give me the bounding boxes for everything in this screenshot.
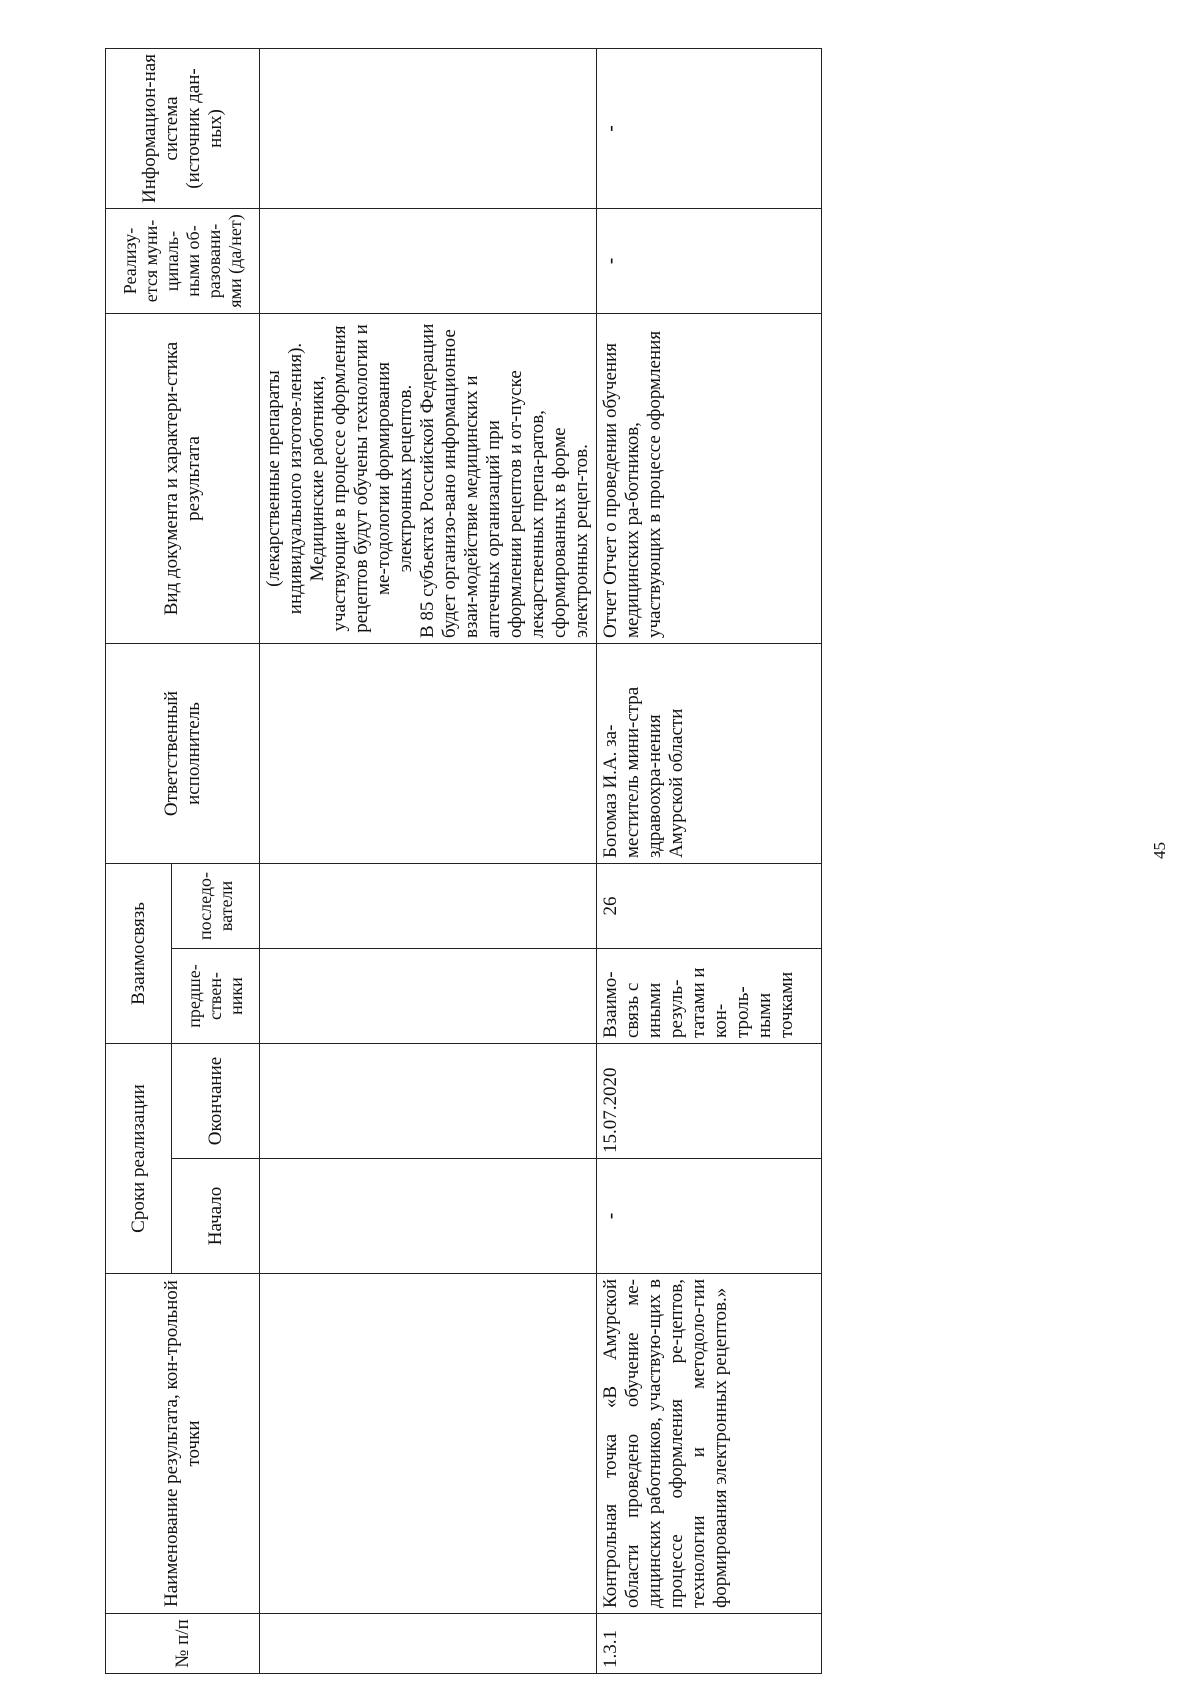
row-system: - [597, 49, 822, 209]
header-end: Окончание [172, 1044, 260, 1159]
row-predecessors: Взаимо-связь с иными резуль-татами и кон-троль-ными точками [597, 949, 822, 1044]
page-number: 45 [1150, 842, 1169, 859]
table-row [597, 49, 822, 1674]
header-followers: последо-ватели [172, 864, 260, 949]
header-links: Взаимосвязь [106, 864, 172, 1044]
continuation-row [260, 49, 597, 1674]
continuation-doc-line: В 85 субъектах Российской Федерации будет организо-вано информационное взаи-модействие медицинских и аптечных организаций при оформлении рецептов и от-пуске лекарственных препа-ратов, сформированных в форме электронных рецеп-тов. [417, 323, 592, 638]
header-system: Информацион-ная система (источник дан-ных) [106, 49, 260, 209]
header-predecessors: предше-ствен-ники [172, 949, 260, 1044]
header-municipal: Реализу-ется муни-ципаль-ными об-разовани-ями (да/нет) [106, 209, 260, 314]
header-dates: Сроки реализации [106, 1044, 172, 1274]
header-start: Начало [172, 1159, 260, 1274]
row-doc: Отчет Отчет о проведении обучения медицинских ра-ботников, участвующих в процессе оформления [597, 314, 822, 644]
continuation-doc-line: (лекарственные препараты индивидуального изготов-ления). [263, 342, 306, 615]
plan-table [105, 48, 822, 1674]
header-name: Наименование результата, кон-трольной точки [106, 1274, 260, 1614]
row-responsible: Богомаз И.А. за-меститель мини-стра здравоохра-нения Амурской области [597, 644, 822, 864]
row-followers: 26 [597, 864, 822, 949]
header-num: № п/п [106, 1614, 260, 1674]
continuation-doc [260, 314, 597, 644]
continuation-doc-line: Медицинские работники, участвующие в процессе оформления рецептов будут обучены технологии и ме-тодологии формирования электронных рецептов. [307, 324, 416, 633]
row-end: 15.07.2020 [597, 1044, 822, 1159]
row-num: 1.3.1 [597, 1614, 822, 1674]
row-name: Контрольная точка «В Амурской области проведено обучение ме-дицинских работников, участвую-щих в процессе оформления ре-цептов, технологии и методоло-гии формирования электронных рецептов.» [597, 1274, 822, 1614]
row-start: - [597, 1159, 822, 1274]
header-row-1 [106, 49, 172, 1674]
header-doc: Вид документа и характери-стика результата [106, 314, 260, 644]
row-municipal: - [597, 209, 822, 314]
header-responsible: Ответственный исполнитель [106, 644, 260, 864]
